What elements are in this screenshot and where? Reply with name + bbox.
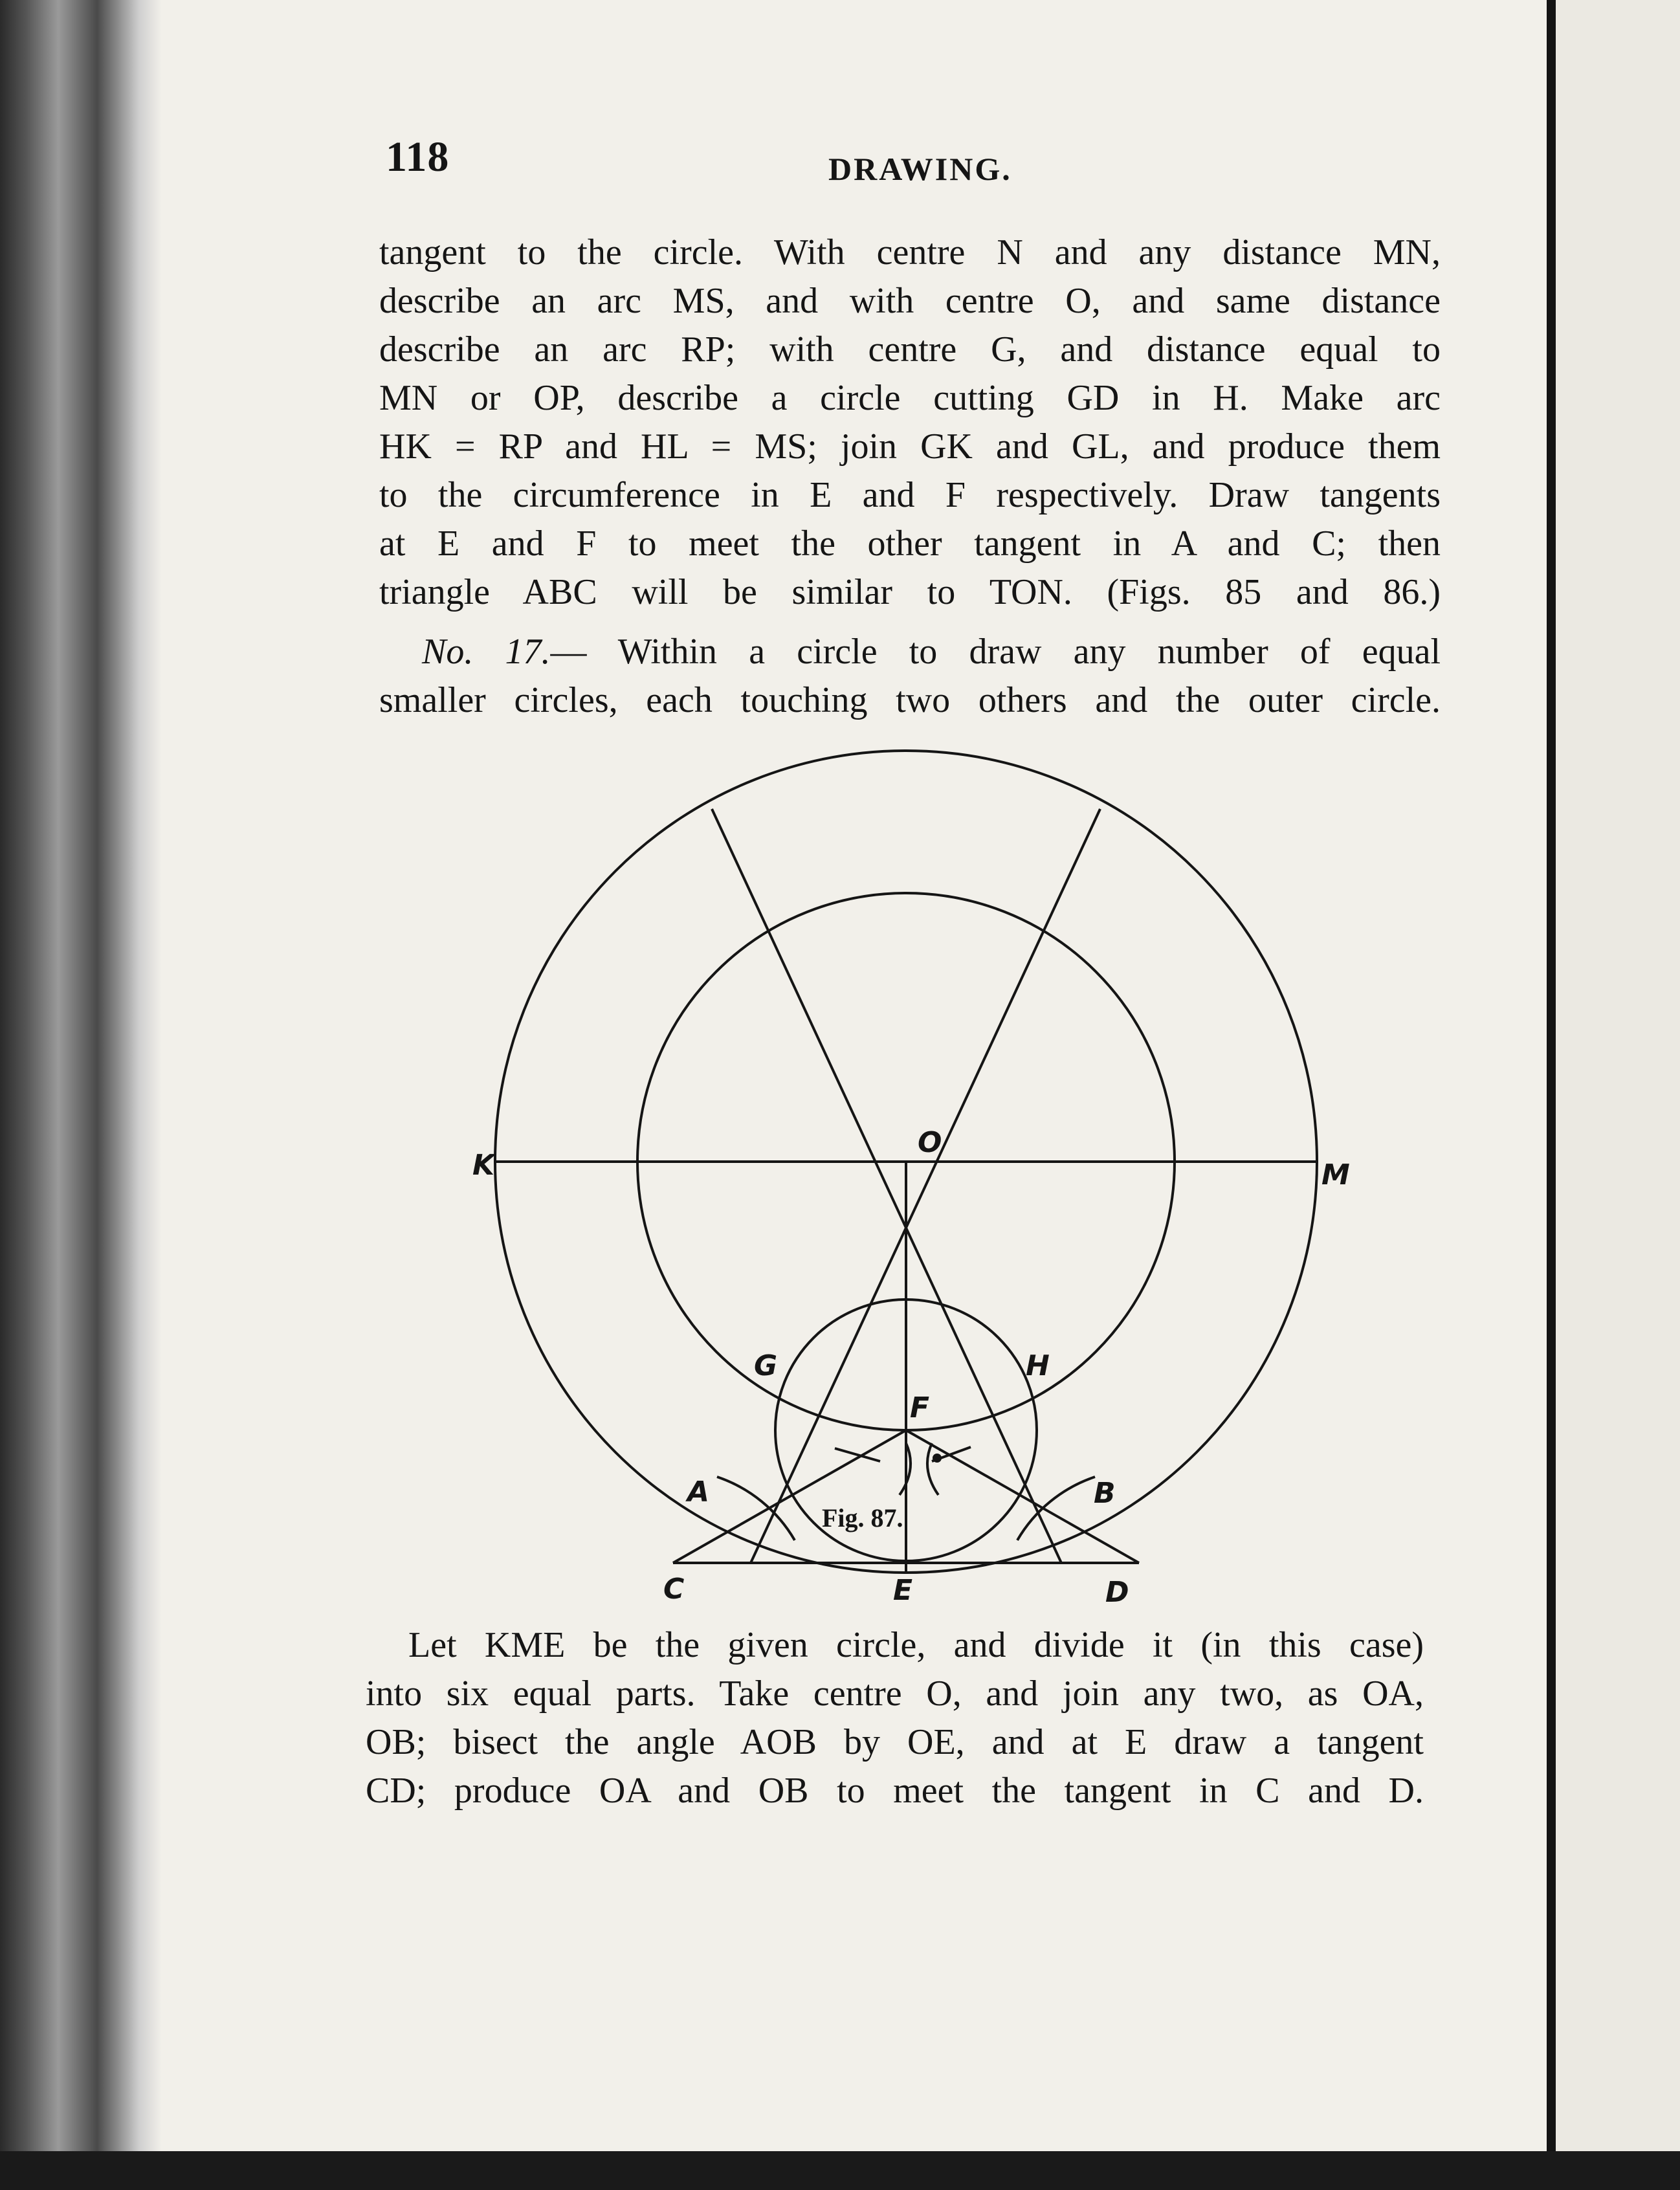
label-m: M (1321, 1158, 1350, 1191)
text-line: tangent to the circle. With centre N and any distance MN, (379, 232, 1441, 272)
problem-line-2: smaller circles, each touching two others and the outer circle. (379, 680, 1441, 720)
label-h: H (1026, 1349, 1050, 1382)
problem-text: — Within a circle to draw any number of equal (550, 632, 1441, 672)
label-b: B (1094, 1477, 1116, 1510)
label-d: D (1105, 1576, 1129, 1609)
scan-bottom-edge (0, 2151, 1680, 2190)
text-line: HK = RP and HL = MS; join GK and GL, and produce them (379, 426, 1441, 467)
page-number: 118 (386, 133, 450, 181)
paragraph-1 (379, 228, 1441, 617)
division-line-left (712, 809, 1061, 1563)
problem-line-1 (379, 628, 1441, 676)
text-line: describe an arc MS, and with centre O, and same distance (379, 281, 1441, 321)
label-k: K (472, 1149, 495, 1182)
figure-caption: Fig. 87. (822, 1503, 903, 1532)
text-line: at E and F to meet the other tangent in A and C; then (379, 524, 1441, 564)
running-head: DRAWING. (828, 151, 1012, 187)
problem-statement (379, 628, 1441, 725)
label-f: F (910, 1391, 930, 1424)
label-a: A (687, 1476, 710, 1509)
arc-mark-right (927, 1443, 938, 1495)
facing-page-edge (1556, 0, 1680, 2162)
label-e: E (893, 1574, 913, 1607)
text-line: into six equal parts. Take centre O, and join any two, as OA, (366, 1674, 1424, 1714)
book-spine-edge (0, 0, 162, 2190)
label-c: C (663, 1573, 685, 1606)
label-g: G (754, 1349, 778, 1382)
division-line-right (751, 809, 1100, 1563)
text-line: CD; produce OA and OB to meet the tangent in C and D. (366, 1771, 1424, 1811)
text-line: triangle ABC will be similar to TON. (Figs. 85 and 86.) (379, 572, 1441, 612)
problem-number: No. 17. (422, 632, 551, 672)
paragraph-2 (366, 1621, 1424, 1815)
point-dot (933, 1454, 942, 1463)
text-line: OB; bisect the angle AOB by OE, and at E draw a tangent (366, 1722, 1424, 1762)
text-line: MN or OP, describe a circle cutting GD in H. Make arc (379, 378, 1441, 418)
page-gutter-rule (1547, 0, 1556, 2162)
text-line: Let KME be the given circle, and divide it (in this case) (408, 1625, 1424, 1665)
label-o: O (918, 1126, 942, 1159)
text-line: describe an arc RP; with centre G, and distance equal to (379, 329, 1441, 370)
text-line: to the circumference in E and F respectively. Draw tangents (379, 475, 1441, 515)
